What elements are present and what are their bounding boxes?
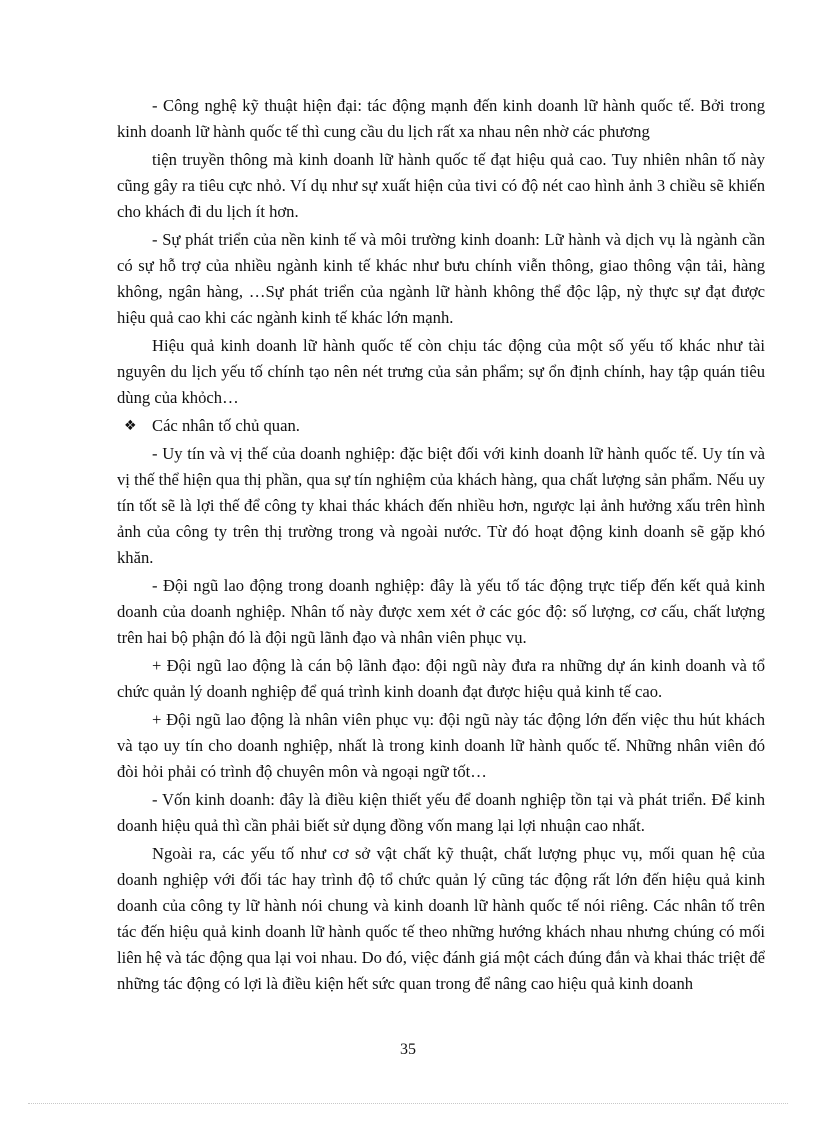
diamond-bullet-icon: ❖: [124, 418, 137, 434]
page-bottom-divider: [28, 1103, 788, 1104]
paragraph-workforce: - Đội ngũ lao động trong doanh nghiệp: đây là yếu tố tác động trực tiếp đến kết quả kinh doanh của doanh nghiệp. Nhân tố này được xem xét ở các góc độ: số lượng, cơ cấu, chất lượng trên hai bộ phận đó là đội ngũ lãnh đạo và nhân viên phục vụ.: [117, 576, 765, 647]
paragraph-technology: - Công nghệ kỹ thuật hiện đại: tác động mạnh đến kinh doanh lữ hành quốc tế. Bởi trong kinh doanh lữ hành quốc tế thì cung cầu du lịch rất xa nhau nên nhờ các phương: [117, 96, 765, 141]
heading-text: Các nhân tố chủ quan.: [152, 416, 300, 435]
paragraph-technology-cont: tiện truyền thông mà kinh doanh lữ hành quốc tế đạt hiệu quả cao. Tuy nhiên nhân tố này cũng gây ra tiêu cực nhỏ. Ví dụ như sự xuất hiện của tivi có độ nét cao hình ảnh 3 chiều sẽ khiến cho khách đi du lịch ít hơn.: [117, 150, 765, 221]
paragraph-service-staff: + Đội ngũ lao động là nhân viên phục vụ: đội ngũ này tác động lớn đến việc thu hút khách và tạo uy tín cho doanh nghiệp, nhất là trong kinh doanh lữ hành quốc tế. Những nhân viên đó đòi hỏi phải có trình độ chuyên môn và ngoại ngữ tốt…: [117, 710, 765, 781]
page-body: [117, 93, 765, 999]
paragraph-other-factors: Hiệu quả kinh doanh lữ hành quốc tế còn chịu tác động của một số yếu tố khác như tài nguyên du lịch yếu tố chính tạo nên nét trưng của sản phẩm; sự ổn định chính, hay tập quán tiêu dùng của khỏch…: [117, 336, 765, 407]
paragraph-economy: - Sự phát triển của nền kinh tế và môi trường kinh doanh: Lữ hành và dịch vụ là ngành cần có sự hỗ trợ của nhiều ngành kinh tế khác như bưu chính viễn thông, giao thông vận tải, hàng không, ngân hàng, …Sự phát triển của ngành lữ hành không thể độc lập, nỳ thực sự đạt được hiệu quả cao khi các ngành kinh tế khác lớn mạnh.: [117, 230, 765, 327]
paragraph-capital: - Vốn kinh doanh: đây là điều kiện thiết yếu để doanh nghiệp tồn tại và phát triển. Để kinh doanh hiệu quả thì cần phải biết sử dụng đồng vốn mang lại lợi nhuận cao nhất.: [117, 790, 765, 835]
subjective-factors-heading: [117, 413, 765, 439]
paragraph-conclusion: Ngoài ra, các yếu tố như cơ sở vật chất kỹ thuật, chất lượng phục vụ, mối quan hệ của doanh nghiệp với đối tác hay trình độ tổ chức quản lý cũng tác động rất lớn đến hiệu quả kinh doanh của công ty lữ hành nói chung và kinh doanh lữ hành quốc tế nói riêng. Các nhân tố trên tác đến hiệu quả kinh doanh lữ hành quốc tế theo những hướng khách nhau nhưng chúng có mối liên hệ và tác động qua lại voi nhau. Do đó, việc đánh giá một cách đúng đắn và khai thác triệt để những tác động có lợi là điều kiện hết sức quan trong để nâng cao hiệu quả kinh doanh: [117, 844, 765, 993]
paragraph-leadership: + Đội ngũ lao động là cán bộ lãnh đạo: đội ngũ này đưa ra những dự án kinh doanh và tổ chức quản lý doanh nghiệp để quá trình kinh doanh đạt được hiệu quả kinh tế cao.: [117, 656, 765, 701]
paragraph-reputation: - Uy tín và vị thế của doanh nghiệp: đặc biệt đối với kinh doanh lữ hành quốc tế. Uy tín và vị thế thể hiện qua thị phần, qua sự tín nghiệm của khách hàng, qua chất lượng sản phẩm. Nếu uy tín tốt sẽ là lợi thế để công ty khai thác khách đến nhiều hơn, ngược lại ảnh hưởng xấu trên hình ảnh của công ty trên thị trường trong và ngoài nước. Từ đó hoạt động kinh doanh sẽ gặp khó khăn.: [117, 444, 765, 567]
page-number: 35: [400, 1041, 416, 1058]
